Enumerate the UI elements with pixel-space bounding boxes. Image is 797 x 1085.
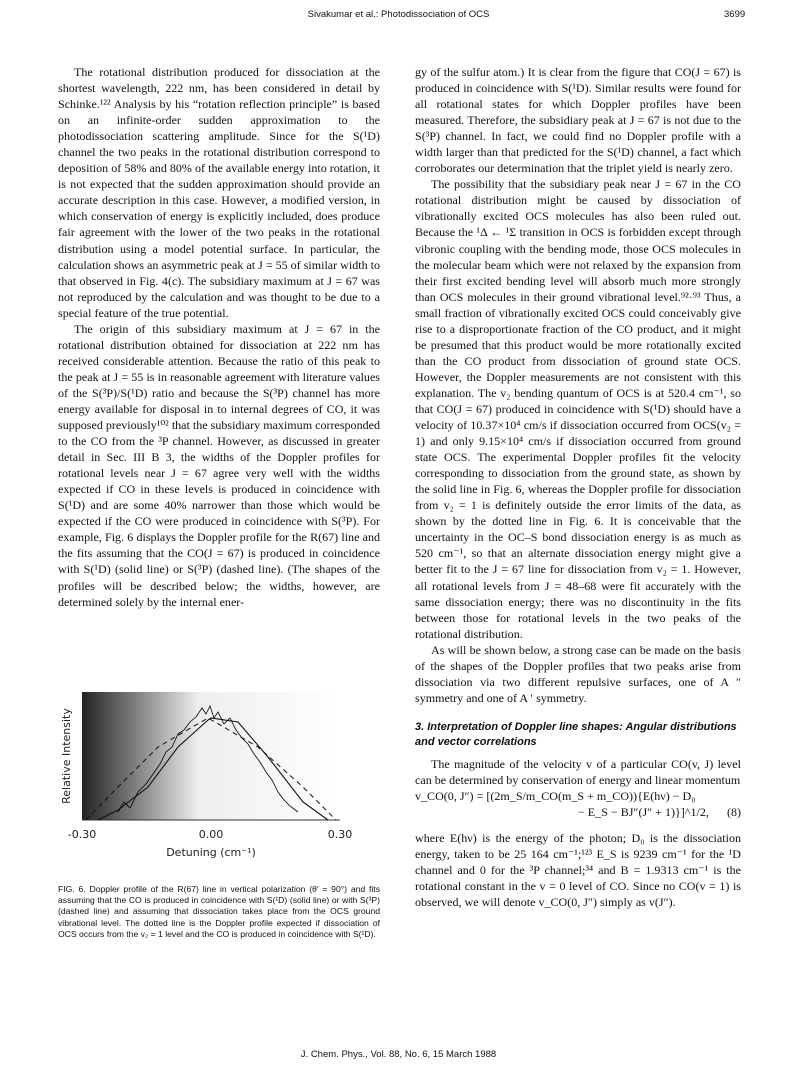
equation-number: (8) [726,805,741,820]
figure-6 [58,692,380,859]
left-column [58,64,380,610]
equation-line-2-text: − E_S − BJ″(J″ + 1)}]^1/2, [578,805,709,820]
doppler-profile-plot [58,692,380,882]
left-paragraph-1: The rotational distribution produced for dissociation at the shortest wavelength, 222 nm, has been considered in detail by Schinke.¹²² Analysis by his “rotation reflection principle” is based on an infinite-order sudden approximation to the photodissociation scattering amplitude. Since for the S(¹D) channel the two peaks in the rotational distribution correspond to deposition of 58% and 80% of the available energy into rotation, it is not expected that the sudden approximation should provide an accurate description in this case. However, a modified version, in which conservation of energy is explicitly included, does produce fair agreement with the lower of the two peaks in the rotational distribution using a model potential surface. In particular, the calculation shows an asymmetric peak at J = 55 of similar width to that observed in Fig. 4(c). The subsidiary maximum at J = 67 was not reproduced by the calculation and was thought to be due to a special feature of the true potential. [58,65,380,320]
right-paragraph-5: where E(hν) is the energy of the photon; D₀ is the dissociation energy, taken to be 25 164 cm⁻¹;¹²³ E_S is 9239 cm⁻¹ for the ¹D channel and 0 for the ³P channel;³⁴ and B = 1.9313 cm⁻¹ is the rotational constant in the v = 0 level of CO. Since no CO(v = 1) is observed, we will denote v_CO(0, J″) simply as v(J″). [415,831,741,910]
x-axis-label: Detuning (cm⁻¹) [166,846,256,859]
right-paragraph-3: As will be shown below, a strong case can be made on the basis of the shapes of the Doppler profiles that two peaks arise from dissociation via two different repulsive surfaces, one of A ″ symmetry and one of A ′ symmetry. [415,642,741,705]
right-paragraph-1: gy of the sulfur atom.) It is clear from the figure that CO(J = 67) is produced in coincidence with S(¹D). Similar results were found for all rotational states for which Doppler profiles have been measured. Therefore, the subsidiary peak at J = 67 is not due to the S(³P) channel. In fact, we could find no Doppler profile with a width larger than that predicted for the S(¹D) channel, a fact which corroborates our determination that the triplet yield is nearly zero. [415,65,741,176]
journal-footer: J. Chem. Phys., Vol. 88, No. 6, 15 March 1988 [300,1049,497,1060]
right-paragraph-4: The magnitude of the velocity v of a particular CO(v, J) level can be determined by conservation of energy and linear momentum [415,756,741,787]
running-title: Sivakumar et al.: Photodissociation of OCS [307,9,490,20]
y-axis-label: Relative Intensity [60,708,73,804]
plot-area [82,692,340,820]
page-number: 3699 [724,9,746,20]
section-heading: 3. Interpretation of Doppler line shapes: Angular distributions and vector correlations [415,720,737,748]
equation-line-1: v_CO(0, J″) = [(2m_S/m_CO(m_S + m_CO)){E(hν) − D₀ [415,788,696,803]
right-paragraph-2: The possibility that the subsidiary peak near J = 67 in the CO rotational distribution might be caused by dissociation of vibrationally excited OCS molecules has also been ruled out. Because the ¹Δ ← ¹Σ transition in OCS is forbidden except through vibronic coupling with the bending mode, those OCS molecules in the molecular beam which were not relaxed by the expansion from their first excited bending level will absorb much more strongly than OCS molecules in their ground vibrational level.⁹²·⁹³ Thus, a small fraction of vibrationally excited OCS could conceivably give rise to a disproportionate fraction of the CO product, and it might be presumed that this product would be more rotationally excited than the CO product from dissociation of ground state OCS. However, the Doppler measurements are not consistent with this explanation. The v₂ bending quantum of OCS is at 520.4 cm⁻¹, so that CO(J = 67) produced in coincidence with S(¹D) should have a velocity of 10.37×10⁴ cm/s if dissociation occurred from OCS(v₂ = 1) and only 9.15×10⁴ cm/s if dissociation occurred from ground state OCS. The experimental Doppler profiles fit the velocity corresponding to dissociation from the ground state, as shown by the solid line in Fig. 6, whereas the Doppler profile for dissociation from v₂ = 1 is definitely outside the error limits of the data, as shown by the dotted line in Fig. 6. It is conceivable that the uncertainty in the OC–S bond dissociation energy is as much as 520 cm⁻¹, so that an alternate dissociation energy might give a better fit to the J = 67 line for dissociation from v₂ = 1. However, all rotational levels from J = 48–68 were fit accurately with the same dissociation energy; there was no discontinuity in the fits between those for rotational levels in the two peaks of the rotational distribution. [415,177,741,641]
x-tick-label: -0.30 [67,828,97,841]
right-column [415,64,741,910]
left-paragraph-2: The origin of this subsidiary maximum at J = 67 in the rotational distribution obtained for dissociation at 222 nm has received considerable attention. Because the ratio of this peak to the peak at J = 55 is in reasonable agreement with literature values of the S(³P)/S(¹D) ratio and because the S(³P) channel has more energy available for disposal in to internal degrees of CO, it was supposed previously¹⁰² that the subsidiary maximum corresponded to the CO from the ³P channel. However, as discussed in greater detail in Sec. III B 3, the widths of the Doppler profiles for rotational levels near J = 67 agree very well with the widths expected if CO in these levels is produced in coincidence with S(¹D) and are some 40% narrower than those which would be expected if the CO were produced in coincidence with S(³P). For example, Fig. 6 displays the Doppler profile for the R(67) line and the fits assuming that the CO(J = 67) is produced in coincidence with S(¹D) (solid line) or S(³P) (dashed line). (The shapes of the profiles will be described below; the widths, however, are determined solely by the internal ener- [58,321,380,609]
figure-caption: FIG. 6. Doppler profile of the R(67) line in vertical polarization (θ′ = 90°) and fits assuming that the CO is produced in coincidence with S(¹D) (solid line) or with S(³P) (dashed line) and assuming that dissociation takes place from the OCS ground vibrational level. The dotted line is the Doppler profile expected if dissociation of OCS occurs from the v₂ = 1 level and the CO is produced in coincidence with S(¹D). [58,884,380,939]
equation-line-2 [415,804,741,820]
x-tick-label: 0.00 [198,828,224,841]
x-tick-label: 0.30 [327,828,353,841]
